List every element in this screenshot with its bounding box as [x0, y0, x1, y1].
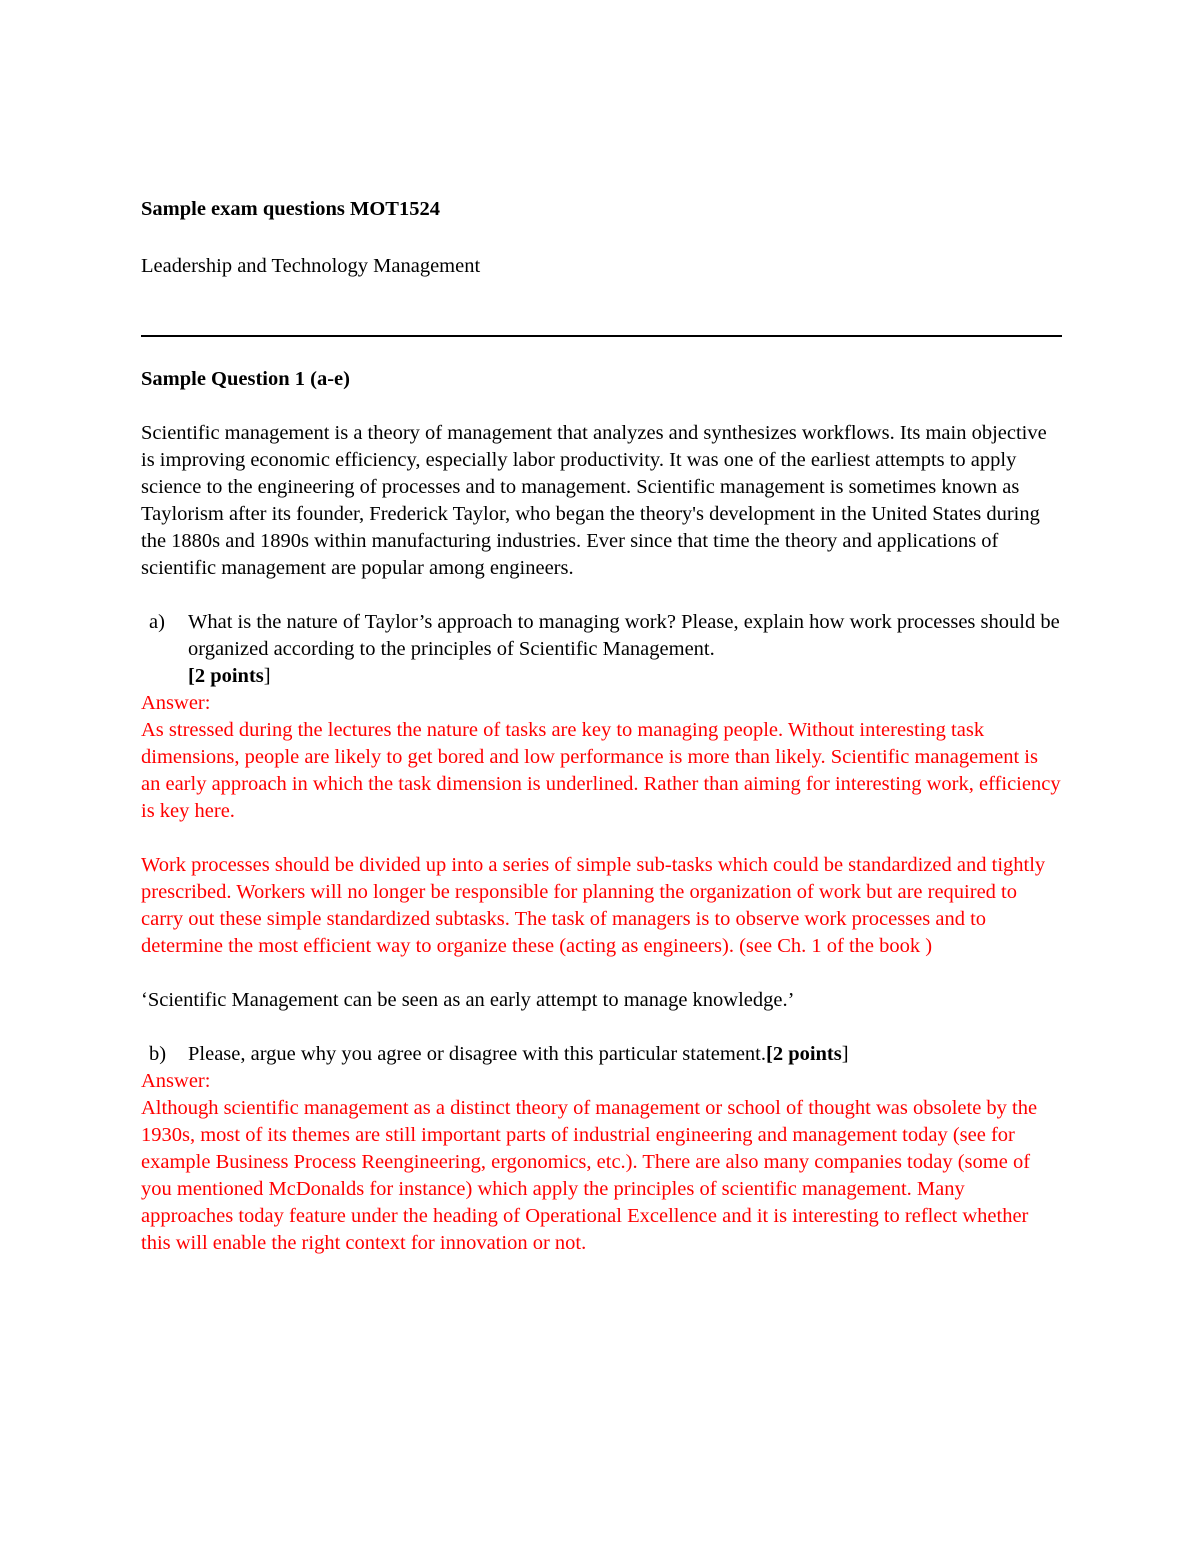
answer-a-paragraph-1: As stressed during the lectures the nature of tasks are key to managing people. Without interesting task dimensions, people are likely to get bored and low performance is more than likely. Scientific management is an early approach in which the task dimension is underlined. Rather than aiming for interesting work, efficiency is key here.	[141, 719, 1061, 822]
document-page	[141, 196, 1062, 1254]
question-heading: Sample Question 1 (a-e)	[141, 368, 350, 390]
question-b-label: b)	[149, 1043, 167, 1065]
question-b: b) Please, argue why you agree or disagree with this particular statement.[2 points]	[141, 1041, 1062, 1068]
question-a-text: What is the nature of Taylor’s approach to managing work? Please, explain how work processes should be organized according to the principles of Scientific Management.	[188, 611, 1060, 660]
document-title: Sample exam questions MOT1524	[141, 198, 440, 220]
answer-b-paragraph-1: Although scientific management as a distinct theory of management or school of thought was obsolete by the 1930s, most of its themes are still important parts of industrial engineering and management today (see for example Business Process Reengineering, ergonomics, etc.). There are also many companies today (some of you mentioned McDonalds for instance) which apply the principles of scientific management. Many approaches today feature under the heading of Operational Excellence and it is interesting to reflect whether this will enable the right context for innovation or not.	[141, 1097, 1038, 1254]
answer-b-label: Answer:	[141, 1070, 211, 1092]
question-a	[141, 609, 1062, 663]
question-a-points: [2 points]	[188, 665, 271, 687]
answer-a-label: Answer:	[141, 692, 211, 714]
document-subtitle: Leadership and Technology Management	[141, 255, 481, 277]
question-b-text: Please, argue why you agree or disagree with this particular statement.	[188, 1043, 766, 1065]
question-b-points-value: 2 points	[772, 1043, 842, 1065]
question-a-points-value: 2 points	[194, 665, 264, 687]
question-section	[141, 366, 1062, 1284]
question-a-label: a)	[149, 611, 165, 633]
question-intro: Scientific management is a theory of management that analyzes and synthesizes workflows. Its main objective is improving economic efficiency, especially labor productivity. It was one of the earliest attempts to apply science to the engineering of processes and to management. Scientific management is sometimes known as Taylorism after its founder, Frederick Taylor, who began the theory's development in the United States during the 1880s and 1890s within manufacturing industries. Ever since that time the theory and applications of scientific management are popular among engineers.	[141, 422, 1047, 579]
knowledge-statement: ‘Scientific Management can be seen as an early attempt to manage knowledge.’	[141, 989, 795, 1011]
horizontal-rule	[141, 335, 1062, 337]
answer-a-paragraph-2: Work processes should be divided up into a series of simple sub-tasks which could be standardized and tightly prescribed. Workers will no longer be responsible for planning the organization of work but are required to carry out these simple standardized subtasks. The task of managers is to observe work processes and to determine the most efficient way to organize these (acting as engineers). (see Ch. 1 of the book )	[141, 854, 1046, 957]
